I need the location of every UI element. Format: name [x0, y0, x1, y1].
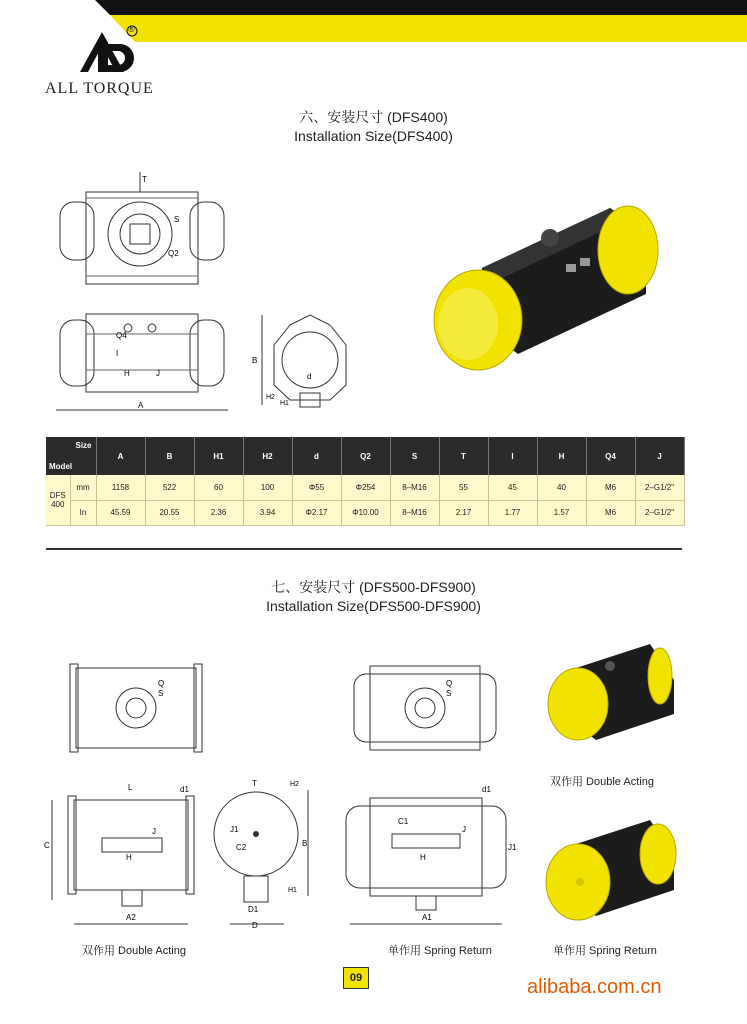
table-cell: 1158: [96, 475, 145, 500]
label-Q4: Q4: [116, 331, 127, 340]
label-J: J: [152, 827, 156, 836]
label-S: S: [174, 215, 180, 224]
col-header: H: [537, 437, 586, 475]
table-cell: Φ10.00: [341, 500, 390, 525]
table-header-row: [46, 437, 684, 475]
dfs400-side-view-drawing: [250, 305, 370, 415]
label-H1: H1: [288, 887, 297, 894]
double-acting-product-image: [540, 640, 680, 750]
col-header: H2: [243, 437, 292, 475]
table-cell: 2.17: [439, 500, 488, 525]
table-cell: 20.55: [145, 500, 194, 525]
table-cell: 1.57: [537, 500, 586, 525]
unit-cell: mm: [70, 475, 96, 500]
table-cell: 522: [145, 475, 194, 500]
label-H1: H1: [280, 400, 289, 407]
col-header: A: [96, 437, 145, 475]
col-header: B: [145, 437, 194, 475]
table-cell: Φ254: [341, 475, 390, 500]
brand-name: ALL TORQUE: [45, 80, 154, 97]
label-H: H: [126, 853, 132, 862]
spring-return-photo-caption: 单作用 Spring Return: [553, 945, 657, 957]
label-d1: d1: [180, 785, 189, 794]
spring-return-drawing-caption: 单作用 Spring Return: [388, 945, 492, 957]
col-header: S: [390, 437, 439, 475]
col-header: d: [292, 437, 341, 475]
label-H2: H2: [266, 394, 275, 401]
table-cell: 2–G1/2": [635, 500, 684, 525]
section6-title-en: Installation Size(DFS400): [294, 128, 453, 144]
label-H: H: [124, 369, 130, 378]
label-L: L: [128, 783, 133, 792]
col-header: T: [439, 437, 488, 475]
table-cell: 45: [488, 475, 537, 500]
table-cell: 8–M16: [390, 475, 439, 500]
registered-mark: ®: [128, 24, 135, 34]
table-cell: 60: [194, 475, 243, 500]
table-cell: 100: [243, 475, 292, 500]
label-I: I: [116, 349, 119, 358]
table-row: [46, 500, 684, 525]
label-B: B: [252, 356, 258, 365]
page-number: 09: [343, 967, 369, 989]
label-J: J: [462, 825, 466, 834]
label-C: C: [44, 841, 50, 850]
col-header: Q2: [341, 437, 390, 475]
section7-title-cn: 七、安装尺寸 (DFS500-DFS900): [271, 579, 476, 595]
label-A1: A1: [422, 913, 432, 922]
table-cell: Φ2.17: [292, 500, 341, 525]
dfs400-product-image: [430, 198, 670, 378]
table-cell: Φ55: [292, 475, 341, 500]
label-d1: d1: [482, 785, 491, 794]
label-S: S: [446, 689, 452, 698]
label-d: d: [307, 372, 312, 381]
label-H: H: [420, 853, 426, 862]
dfs400-top-view-drawing: [50, 172, 240, 290]
label-C1: C1: [398, 817, 409, 826]
table-row: [46, 475, 684, 500]
label-B: B: [302, 839, 308, 848]
table-cell: M6: [586, 475, 635, 500]
col-header: I: [488, 437, 537, 475]
table-cell: 8–M16: [390, 500, 439, 525]
corner-model-label: Model: [49, 462, 73, 471]
spring-return-front-drawing: [330, 780, 522, 930]
label-D1: D1: [248, 905, 259, 914]
table-cell: 40: [537, 475, 586, 500]
label-Q2: Q2: [168, 249, 179, 258]
unit-cell: In: [70, 500, 96, 525]
label-A: A: [138, 401, 144, 410]
label-D: D: [252, 921, 258, 930]
label-T: T: [252, 779, 257, 788]
model-cell: DFS 400: [46, 475, 70, 525]
double-acting-photo-caption: 双作用 Double Acting: [550, 776, 654, 788]
table-cell: 55: [439, 475, 488, 500]
col-header: H1: [194, 437, 243, 475]
double-acting-side-drawing: [208, 776, 314, 931]
double-acting-plan-drawing: [66, 660, 206, 756]
spring-return-plan-drawing: [340, 660, 510, 756]
col-header: J: [635, 437, 684, 475]
table-corner: [46, 437, 96, 475]
table-cell: 3.94: [243, 500, 292, 525]
label-Q: Q: [158, 679, 165, 688]
table-cell: 2–G1/2": [635, 475, 684, 500]
label-J: J: [156, 369, 160, 378]
label-T: T: [142, 175, 147, 184]
dfs400-spec-table: [46, 437, 685, 526]
label-S: S: [158, 689, 164, 698]
corner-size-label: Size: [75, 441, 92, 450]
table-cell: 2.36: [194, 500, 243, 525]
label-A2: A2: [126, 913, 136, 922]
section6-title-cn: 六、安装尺寸 (DFS400): [299, 109, 448, 125]
col-header: Q4: [586, 437, 635, 475]
table-bottom-rule: [46, 548, 682, 550]
spring-return-product-image: [540, 816, 680, 926]
table-cell: M6: [586, 500, 635, 525]
label-J1: J1: [508, 843, 517, 852]
double-acting-drawing-caption: 双作用 Double Acting: [82, 945, 186, 957]
table-cell: 45.59: [96, 500, 145, 525]
label-C2: C2: [236, 843, 247, 852]
dfs400-front-view-drawing: [50, 304, 240, 420]
table-cell: 1.77: [488, 500, 537, 525]
label-H2: H2: [290, 781, 299, 788]
label-J1: J1: [230, 825, 239, 834]
watermark: alibaba.com.cn: [527, 976, 662, 998]
label-Q: Q: [446, 679, 453, 688]
section7-title-en: Installation Size(DFS500-DFS900): [266, 598, 481, 614]
double-acting-front-drawing: [44, 780, 204, 930]
